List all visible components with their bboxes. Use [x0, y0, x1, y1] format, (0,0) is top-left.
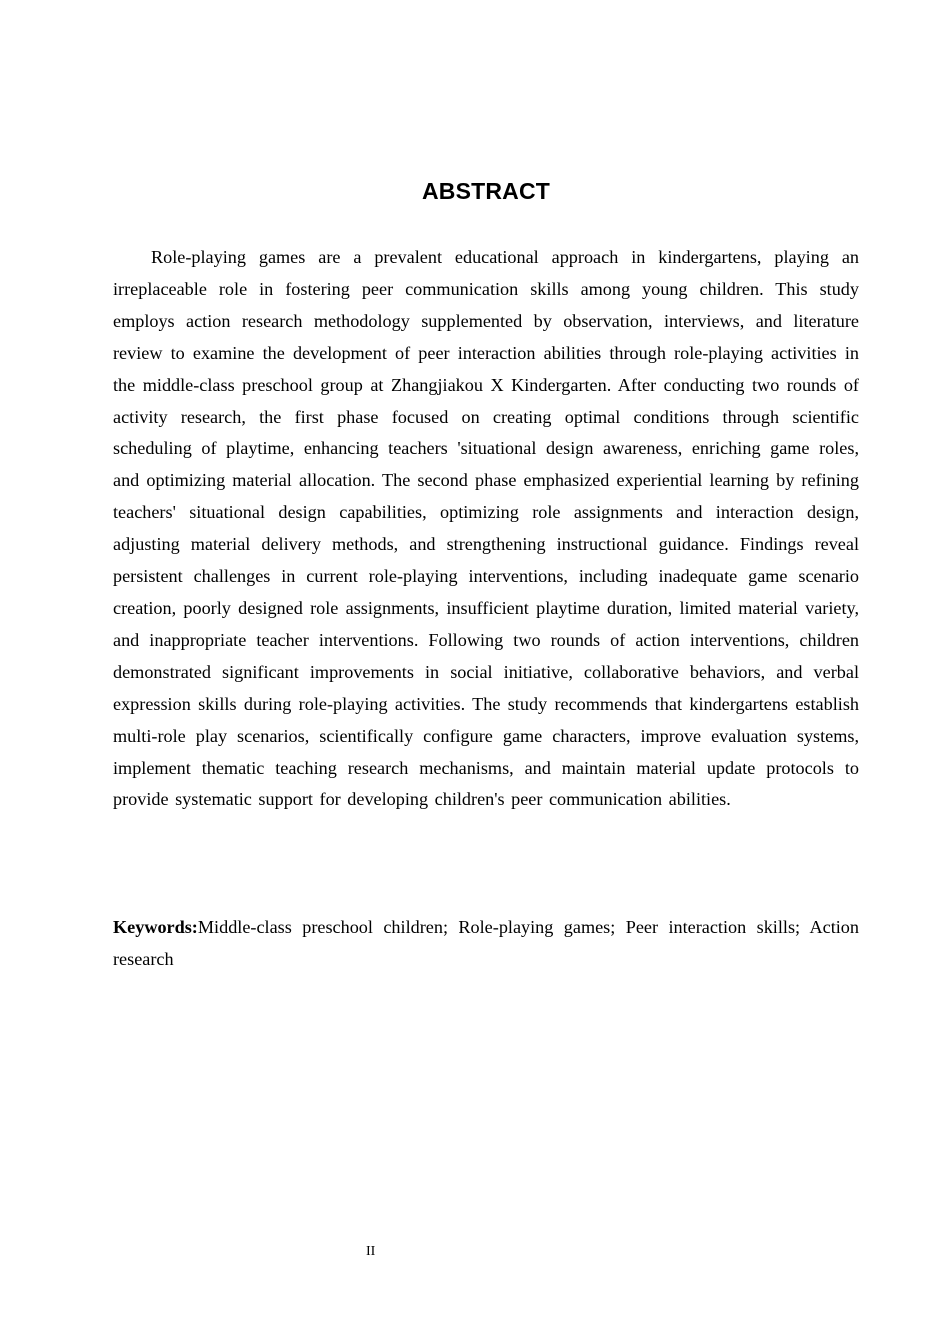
- keywords-label: Keywords:: [113, 917, 198, 937]
- keywords-paragraph: [113, 912, 859, 976]
- abstract-title: ABSTRACT: [421, 178, 551, 204]
- page-number: II: [366, 1244, 376, 1259]
- keywords-text: Middle-class preschool children; Role-playing games; Peer interaction skills; Action research: [113, 917, 859, 969]
- abstract-body: Role-playing games are a prevalent educational approach in kindergartens, playing an irreplaceable role in fostering peer communication skills among young children. This study employs action research methodology supplemented by observation, interviews, and literature review to examine the development of peer interaction abilities through role-playing activities in the middle-class preschool group at Zhangjiakou X Kindergarten. After conducting two rounds of activity research, the first phase focused on creating optimal conditions through scientific scheduling of playtime, enhancing teachers 'situational design awareness, enriching game roles, and optimizing material allocation. The second phase emphasized experiential learning by refining teachers' situational design capabilities, optimizing role assignments and interaction design, adjusting material delivery methods, and strengthening instructional guidance. Findings reveal persistent challenges in current role-playing interventions, including inadequate game scenario creation, poorly designed role assignments, insufficient playtime duration, limited material variety, and inappropriate teacher interventions. Following two rounds of action interventions, children demonstrated significant improvements in social initiative, collaborative behaviors, and verbal expression skills during role-playing activities. The study recommends that kindergartens establish multi-role play scenarios, scientifically configure game characters, improve evaluation systems, implement thematic teaching research mechanisms, and maintain material update protocols to provide systematic support for developing children's peer communication abilities.: [113, 247, 859, 810]
